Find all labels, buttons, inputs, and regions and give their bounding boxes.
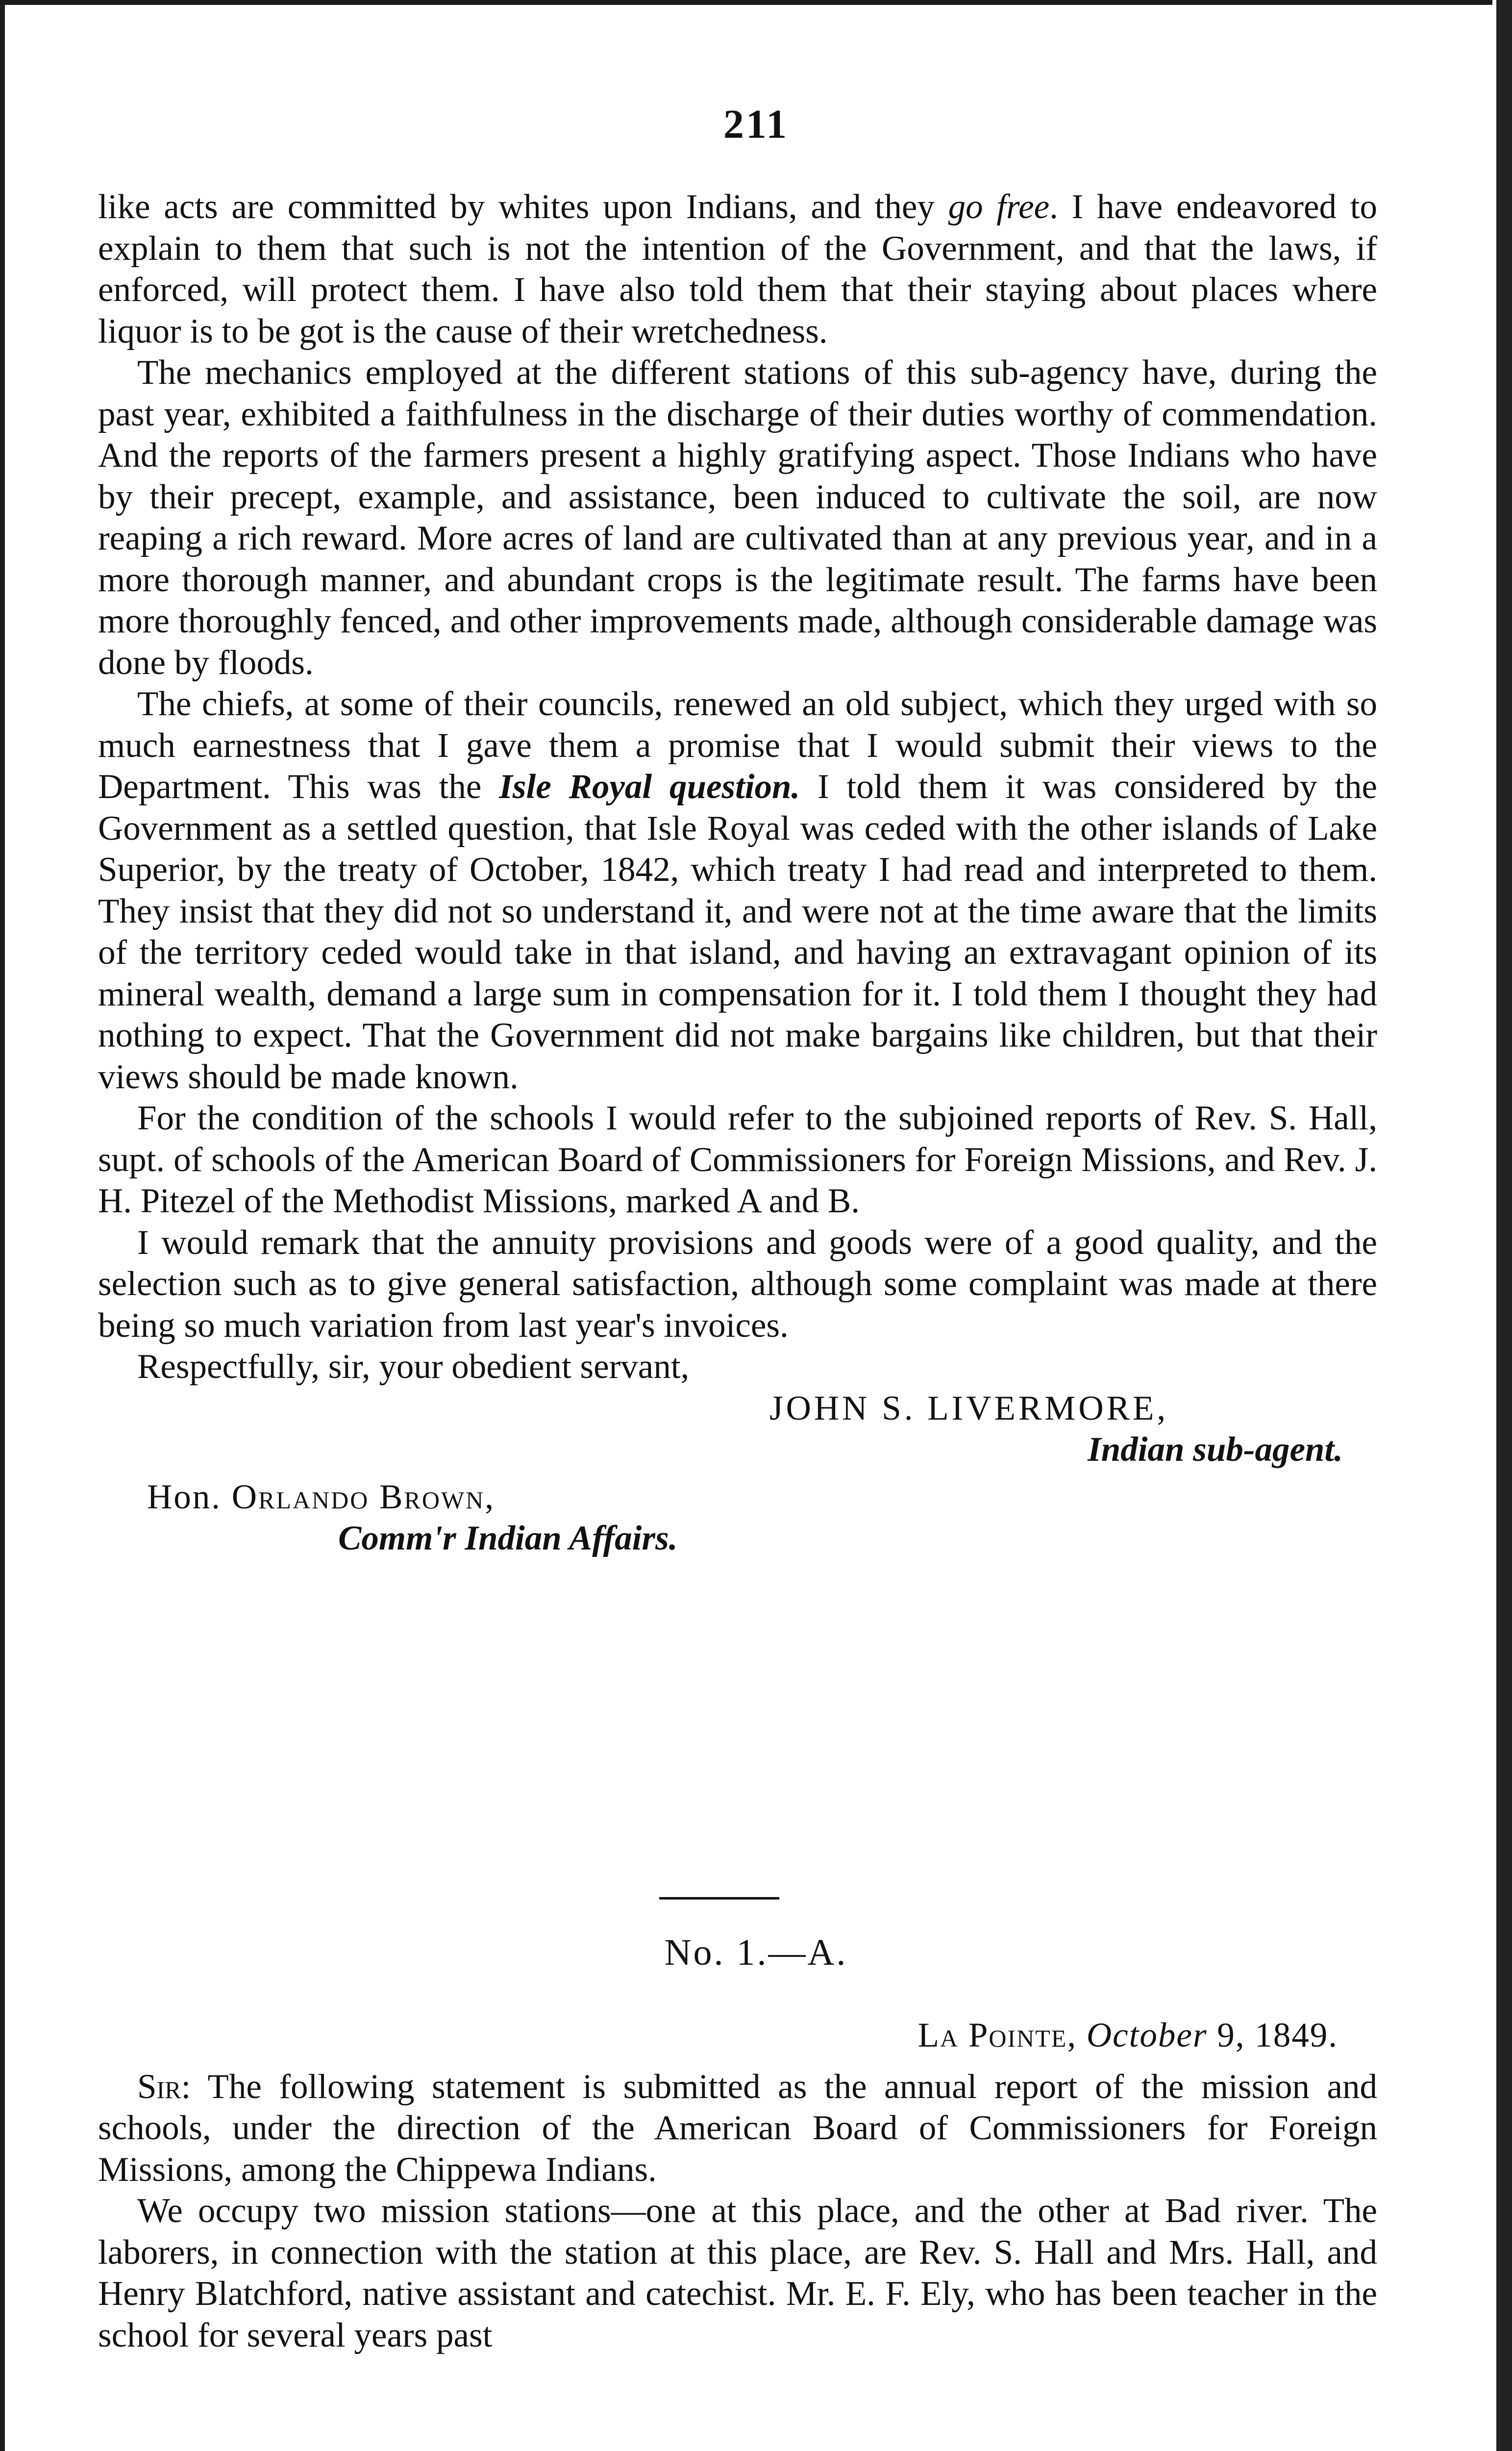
scan-border-left <box>0 0 5 2451</box>
addressee-title: Comm'r Indian Affairs. <box>338 1519 678 1557</box>
signer-title: Indian sub-agent. <box>1088 1430 1343 1469</box>
report-body <box>98 2015 1377 2356</box>
scan-border-right <box>1492 0 1512 2451</box>
closing-line: Respectfully, sir, your obedient servant, <box>137 1348 690 1386</box>
page-number: 211 <box>723 101 789 147</box>
paragraph-3: The chiefs, at some of their councils, renewed an old subject, which they urged with so much earnestness that I gave them a promise that I would submit their views to the Department. This was the Isle Royal question. I told them it was considered by the Government as a settled question, that Isle Royal was ceded with the other islands of Lake Superior, by the treaty of October, 1842, which treaty I had read and interpreted to them. They insist that they did not so understand it, and were not at the time aware that the limits of the territory ceded would take in that island, and having an extravagant opinion of its mineral wealth, demand a large sum in compensation for it. I told them I thought they had nothing to expect. That the Government did not make bargains like children, but that their views should be made known. <box>98 685 1377 1096</box>
section-divider <box>659 1897 779 1900</box>
report-paragraph-2: We occupy two mission stations—one at this place, and the other at Bad river. The laborers, in connection with the station at this place, are Rev. S. Hall and Mrs. Hall, and Henry Blatchford, native assistant and catechist. Mr. E. F. Ely, who has been teacher in the school for several years past <box>98 2192 1377 2354</box>
section-heading: No. 1.—A. <box>664 1932 848 1973</box>
addressee: Hon. Orlando Brown, <box>147 1477 495 1516</box>
signer-name: JOHN S. LIVERMORE, <box>769 1389 1169 1427</box>
paragraph-2: The mechanics employed at the different stations of this sub-agency have, during the past year, exhibited a faithfulness in the discharge of their duties worthy of commendation. And the reports of the farmers present a highly gratifying aspect. Those Indians who have by their precept, example, and assistance, been induced to cultivate the soil, are now reaping a rich reward. More acres of land are cultivated than at any previous year, and in a more thorough manner, and abundant crops is the legitimate result. The farms have been more thoroughly fenced, and other improvements made, although considerable damage was done by floods. <box>98 353 1377 682</box>
report-paragraph-1: Sir: The following statement is submitted as the annual report of the mission and schools, under the direction of the American Board of Commissioners for Foreign Missions, among the Chippewa Indians. <box>98 2067 1377 2189</box>
paragraph-4: For the condition of the schools I would refer to the subjoined reports of Rev. S. Hall, supt. of schools of the American Board of Commissioners for Foreign Missions, and Rev. J. H. Pitezel of the Methodist Missions, marked A and B. <box>98 1099 1377 1220</box>
letter-body <box>98 186 1377 1559</box>
paragraph-1: like acts are committed by whites upon Indians, and they go free. I have endeavored to explain to them that such is not the intention of the Government, and that the laws, if enforced, will protect them. I have also told them that their staying about places where liquor is to be got is the cause of their wretchedness. <box>98 188 1378 350</box>
scan-border-top <box>0 0 1512 29</box>
dateline: La Pointe, October 9, 1849. <box>917 2016 1338 2054</box>
paragraph-5: I would remark that the annuity provisions and goods were of a good quality, and the selection such as to give general satisfaction, although some complaint was made at there being so much variation from last year's invoices. <box>98 1223 1377 1345</box>
